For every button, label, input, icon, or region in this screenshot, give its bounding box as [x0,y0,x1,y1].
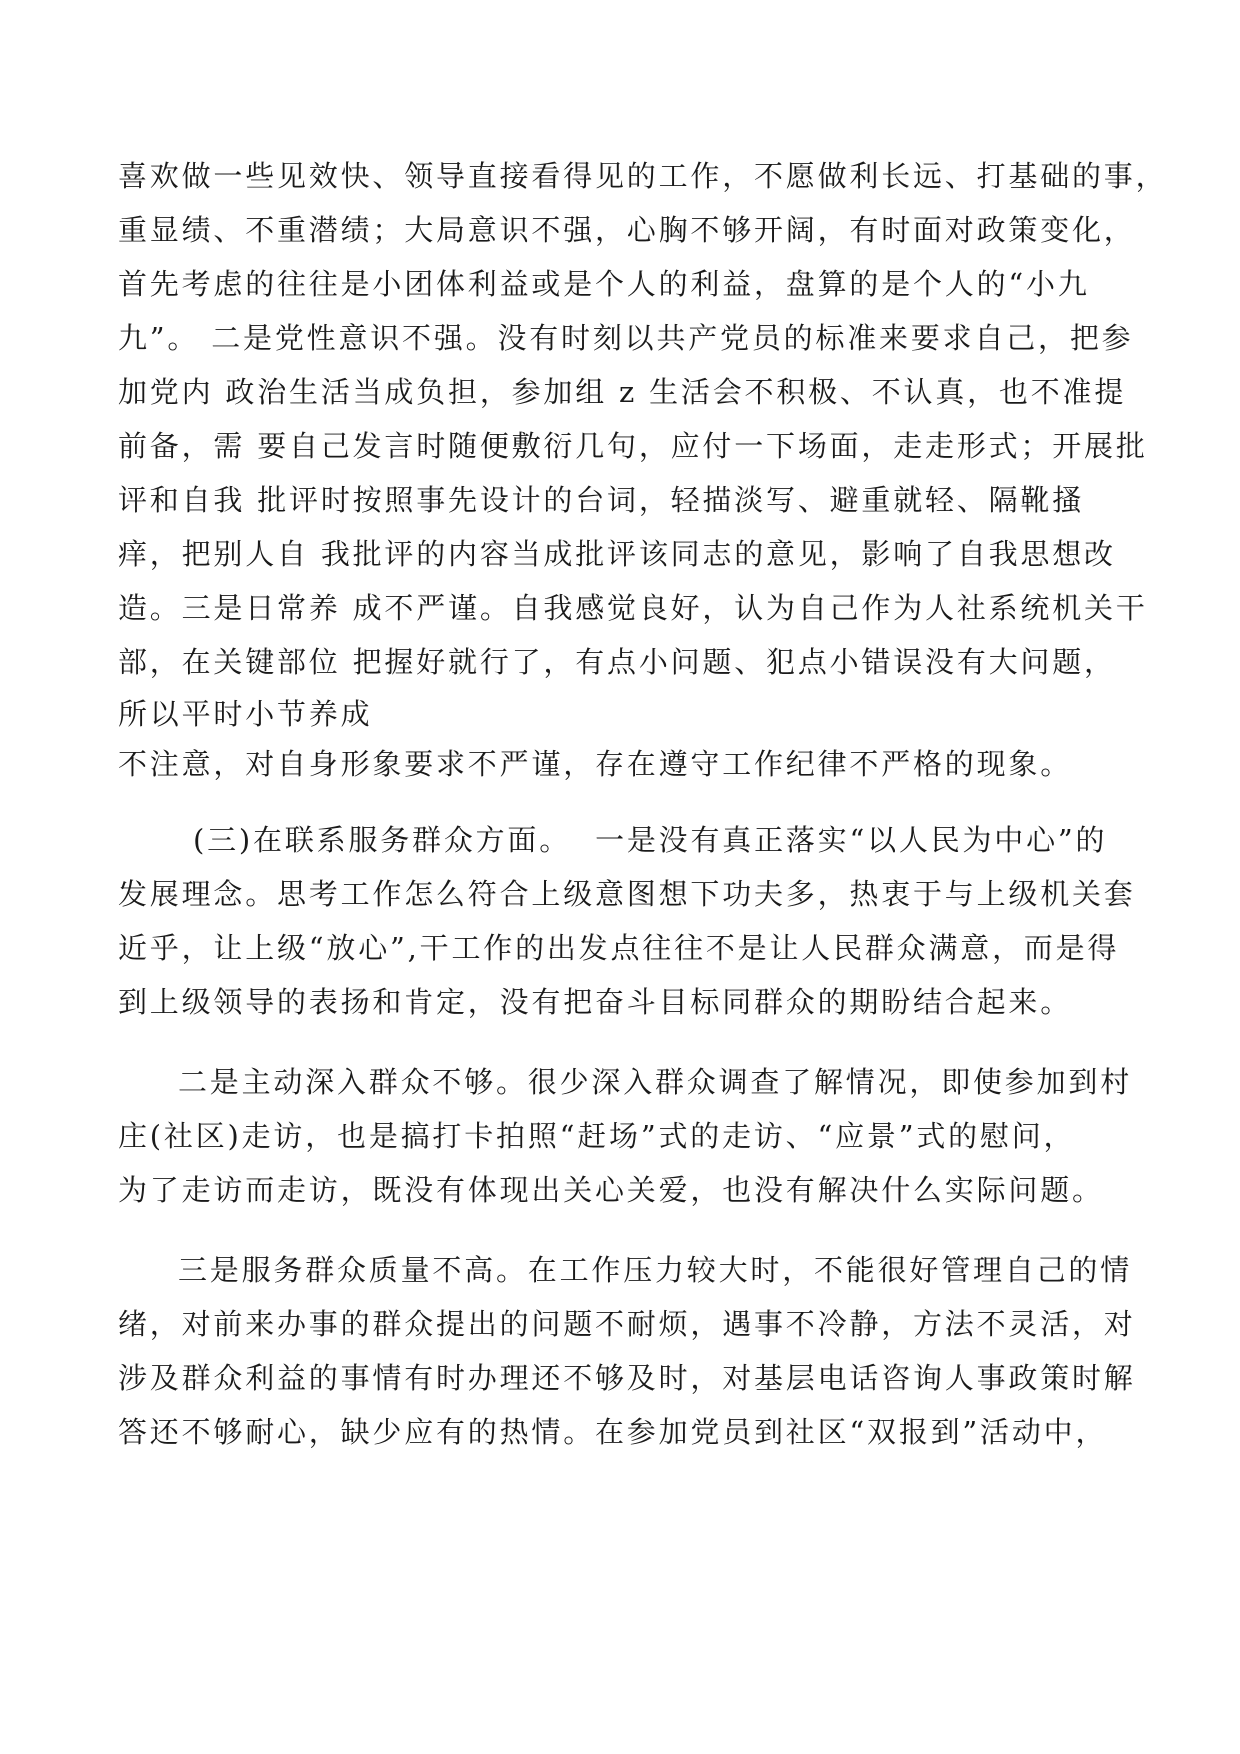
text-line: 答还不够耐心，缺少应有的热情。在参加党员到社区“双报到”活动中， [118,1415,1108,1449]
section-heading-line: (三)在联系服务群众方面。 一是没有真正落实“以人民为中心”的 [193,823,1108,857]
text-line: 喜欢做一些见效快、领导直接看得见的工作，不愿做利长远、打基础的事， [118,159,1168,193]
text-line: 二是主动深入群众不够。很少深入群众调查了解情况，即使参加到村 [178,1065,1133,1099]
text-line: 重显绩、不重潜绩；大局意识不强，心胸不够开阔，有时面对政策变化， [118,213,1136,247]
text-line: 发展理念。思考工作怎么符合上级意图想下功夫多，热衷于与上级机关套 [118,877,1136,911]
text-line: 庄(社区)走访，也是搞打卡拍照“赶场”式的走访、“应景”式的慰问， [118,1119,1076,1153]
text-line: 造。三是日常养 成不严谨。自我感觉良好，认为自己作为人社系统机关干 [118,591,1148,625]
text-line: 痒，把别人自 我批评的内容当成批评该同志的意见，影响了自我思想改 [118,537,1116,571]
text-line: 所以平时小节养成 [118,697,373,731]
text-line: 到上级领导的表扬和肯定，没有把奋斗目标同群众的期盼结合起来。 [118,985,1073,1019]
text-line: 不注意，对自身形象要求不严谨，存在遵守工作纪律不严格的现象。 [118,747,1073,781]
text-line: 为了走访而走访，既没有体现出关心关爱，也没有解决什么实际问题。 [118,1173,1104,1207]
text-line: 首先考虑的往往是小团体利益或是个人的利益，盘算的是个人的“小九 [118,267,1090,301]
text-line: 三是服务群众质量不高。在工作压力较大时，不能很好管理自己的情 [178,1253,1133,1287]
text-line: 涉及群众利益的事情有时办理还不够及时，对基层电话咨询人事政策时解 [118,1361,1136,1395]
text-line: 评和自我 批评时按照事先设计的台词，轻描淡写、避重就轻、隔靴搔 [118,483,1085,517]
text-line: 加党内 政治生活当成负担，参加组 z 生活会不积极、不认真，也不准提 [118,375,1127,409]
text-line: 近乎，让上级“放心”,干工作的出发点往往不是让人民群众满意，而是得 [118,931,1120,965]
text-line: 九”。 二是党性意识不强。没有时刻以共产党员的标准来要求自己，把参 [118,321,1134,355]
text-line: 绪，对前来办事的群众提出的问题不耐烦，遇事不冷静，方法不灵活，对 [118,1307,1136,1341]
text-line: 部，在关键部位 把握好就行了，有点小问题、犯点小错误没有大问题， [118,645,1116,679]
text-line: 前备，需 要自己发言时随便敷衍几句，应付一下场面，走走形式；开展批 [118,429,1148,463]
